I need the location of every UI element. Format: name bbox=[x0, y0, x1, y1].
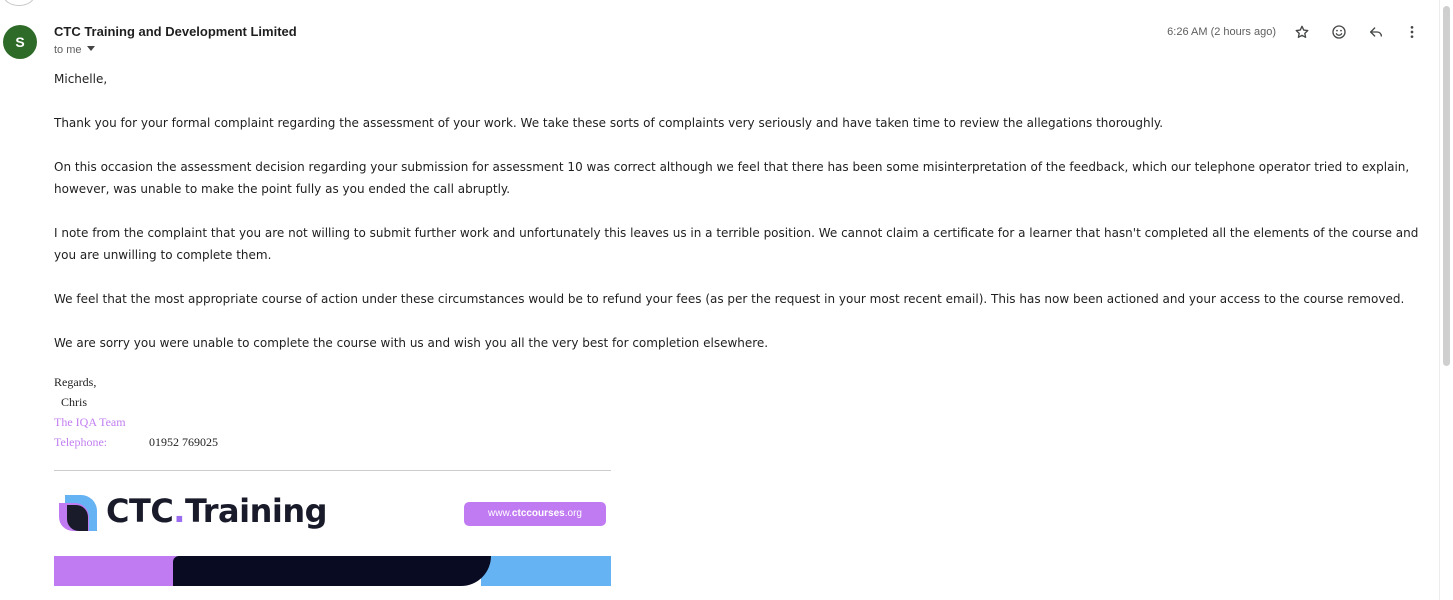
more-vert-icon bbox=[1404, 24, 1420, 40]
chevron-down-icon bbox=[87, 46, 95, 51]
sender-name[interactable]: CTC Training and Development Limited bbox=[54, 24, 297, 39]
email-timestamp: 6:26 AM (2 hours ago) bbox=[1167, 26, 1276, 38]
previous-message-avatar-edge bbox=[3, 0, 35, 6]
logo-suffix-text: Training bbox=[184, 492, 328, 530]
greeting: Michelle, bbox=[54, 72, 108, 86]
reply-button[interactable] bbox=[1364, 20, 1388, 44]
website-suffix: .org bbox=[564, 508, 582, 519]
signature-phone-row bbox=[54, 432, 218, 452]
reply-icon bbox=[1368, 24, 1384, 40]
signature-banner bbox=[54, 476, 611, 587]
brand-color-bar bbox=[54, 556, 611, 586]
recipient-label: to me bbox=[54, 44, 82, 56]
add-reaction-button[interactable] bbox=[1327, 20, 1351, 44]
signature-closing: Regards, bbox=[54, 375, 97, 389]
website-domain: ctccourses bbox=[511, 508, 565, 519]
ctc-logo-icon bbox=[57, 491, 101, 535]
phone-number[interactable]: 01952 769025 bbox=[149, 435, 218, 449]
brand-bar-purple bbox=[54, 556, 179, 586]
email-body bbox=[54, 68, 1434, 376]
signature-divider bbox=[54, 470, 611, 471]
body-paragraph: Thank you for your formal complaint regarding the assessment of your work. We take these sorts of complaints very seriously and have taken time to review the allegations thoroughly. bbox=[54, 116, 1164, 130]
website-link[interactable] bbox=[464, 502, 606, 526]
signature-team: The IQA Team bbox=[54, 415, 126, 429]
ctc-logo-wordmark bbox=[106, 492, 327, 530]
website-prefix: www. bbox=[488, 508, 512, 519]
recipient-details-toggle[interactable] bbox=[54, 44, 95, 56]
logo-dot: . bbox=[173, 492, 185, 530]
signature-name: Chris bbox=[61, 395, 88, 409]
email-signature bbox=[54, 372, 218, 452]
body-paragraph: We are sorry you were unable to complete the course with us and wish you all the very best for completion elsewhere. bbox=[54, 336, 769, 350]
star-icon bbox=[1294, 24, 1310, 40]
brand-bar-blue bbox=[481, 556, 611, 586]
body-paragraph: We feel that the most appropriate course of action under these circumstances would be to refund your fees (as per the request in your most recent email). This has now been actioned and your access to the course removed. bbox=[54, 292, 1405, 306]
phone-label: Telephone: bbox=[54, 435, 108, 449]
star-button[interactable] bbox=[1290, 20, 1314, 44]
emoji-icon bbox=[1331, 24, 1347, 40]
more-options-button[interactable] bbox=[1400, 20, 1424, 44]
sender-avatar[interactable] bbox=[3, 25, 37, 59]
body-paragraph: I note from the complaint that you are not willing to submit further work and unfortunately this leaves us in a terrible position. We cannot claim a certificate for a learner that hasn't completed all the elements of the course and you are unwilling to complete them. bbox=[54, 226, 1419, 262]
avatar-initial: S bbox=[15, 34, 25, 50]
scrollbar-thumb[interactable] bbox=[1443, 6, 1450, 366]
logo-main-text: CTC bbox=[106, 492, 174, 530]
body-paragraph: On this occasion the assessment decision regarding your submission for assessment 10 was correct although we feel that there has been some misinterpretation of the feedback, which our telephone operator tried to explain, however, was unable to make the point fully as you ended the call abruptly. bbox=[54, 160, 1410, 196]
brand-bar-dark bbox=[173, 556, 491, 586]
vertical-scrollbar[interactable] bbox=[1439, 0, 1453, 600]
